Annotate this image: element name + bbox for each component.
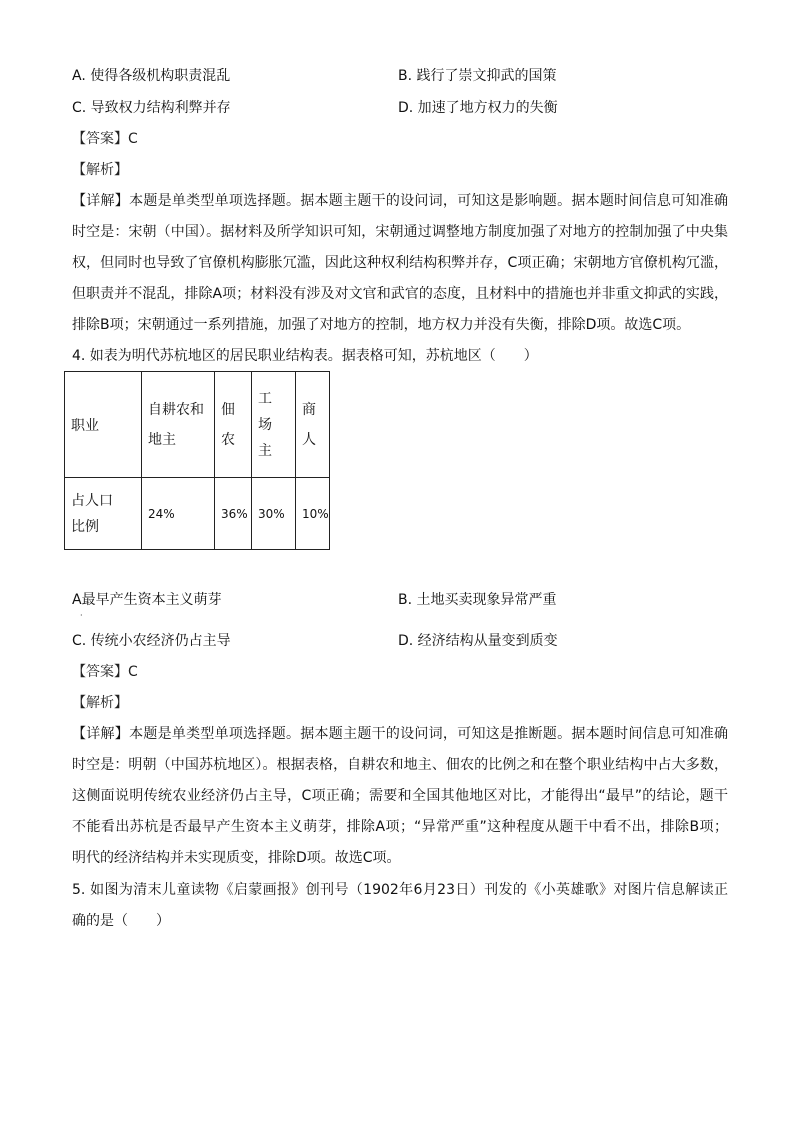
q4-detail-line: 【详解】本题是单类型单项选择题。据本题主题干的设问词，可知这是推断题。据本题时间信息可知准确 [72,726,728,742]
table-header-row [65,372,330,478]
q3-detail-line: 但职责并不混乱，排除A项；材料没有涉及对文官和武官的态度，且材料中的措施也并非重文抑武的实践， [72,286,728,302]
q4-option-c: C. 传统小农经济仍占主导 [72,633,231,649]
table-header-cell: 佃 农 [215,372,252,478]
q4-option-b: B. 土地买卖现象异常严重 [398,592,557,608]
q4-detail-line: 明代的经济结构并未实现质变，排除D项。故选C项。 [72,850,401,866]
q5-stem-line: 5. 如图为清末儿童读物《启蒙画报》创刊号（1902年6月23日）刊发的《小英雄歌》对图片信息解读正 [72,882,728,898]
table-header-label: 职业 [65,372,142,478]
q3-option-a: A. 使得各级机构职责混乱 [72,68,231,84]
stray-mark: · [80,611,83,620]
q3-answer: 【答案】C [72,131,138,147]
q4-answer: 【答案】C [72,664,138,680]
q3-option-b: B. 践行了崇文抑武的国策 [398,68,557,84]
table-cell: 24% [142,478,215,550]
q3-option-c: C. 导致权力结构利弊并存 [72,100,231,116]
q5-stem-line: 确的是（ ） [72,913,170,929]
q4-analysis-label: 【解析】 [72,695,128,711]
table-cell: 30% [252,478,296,550]
q3-analysis-label: 【解析】 [72,162,128,178]
table-cell: 36% [215,478,252,550]
q5-stem [72,875,728,937]
occupation-table [64,371,330,550]
q3-detail-paragraph [72,186,728,341]
q3-detail-line: 时空是：宋朝（中国）。据材料及所学知识可知，宋朝通过调整地方制度加强了对地方的控制加强了中央集 [72,224,728,240]
q4-detail-paragraph [72,719,728,874]
q3-detail-line: 排除B项；宋朝通过一系列措施，加强了对地方的控制，地方权力并没有失衡，排除D项。故选C项。 [72,317,691,333]
table-header-cell: 自耕农和 地主 [142,372,215,478]
q3-detail-line: 【详解】本题是单类型单项选择题。据本题主题干的设问词，可知这是影响题。据本题时间信息可知准确 [72,193,728,209]
table-cell: 10% [296,478,330,550]
q4-option-a: A最早产生资本主义萌芽 [72,592,222,608]
q4-detail-line: 不能看出苏杭是否最早产生资本主义萌芽，排除A项；“异常严重”这种程度从题干中看不出，排除B项； [72,819,728,835]
q3-option-d: D. 加速了地方权力的失衡 [398,100,558,116]
q4-detail-line: 时空是：明朝（中国苏杭地区）。根据表格，自耕农和地主、佃农的比例之和在整个职业结构中占大多数， [72,757,728,773]
q4-option-d: D. 经济结构从量变到质变 [398,633,558,649]
q3-detail-line: 权，但同时也导致了官僚机构膨胀冗滥，因此这种权利结构积弊并存，C项正确；宋朝地方官僚机构冗滥， [72,255,728,271]
table-header-cell: 工 场 主 [252,372,296,478]
q4-stem: 4. 如表为明代苏杭地区的居民职业结构表。据表格可知，苏杭地区（ ） [72,348,538,364]
table-row [65,478,330,550]
table-row-label: 占人口 比例 [65,478,142,550]
table-header-cell: 商 人 [296,372,330,478]
q4-detail-line: 这侧面说明传统农业经济仍占主导，C项正确；需要和全国其他地区对比，才能得出“最早”的结论，题干 [72,788,728,804]
